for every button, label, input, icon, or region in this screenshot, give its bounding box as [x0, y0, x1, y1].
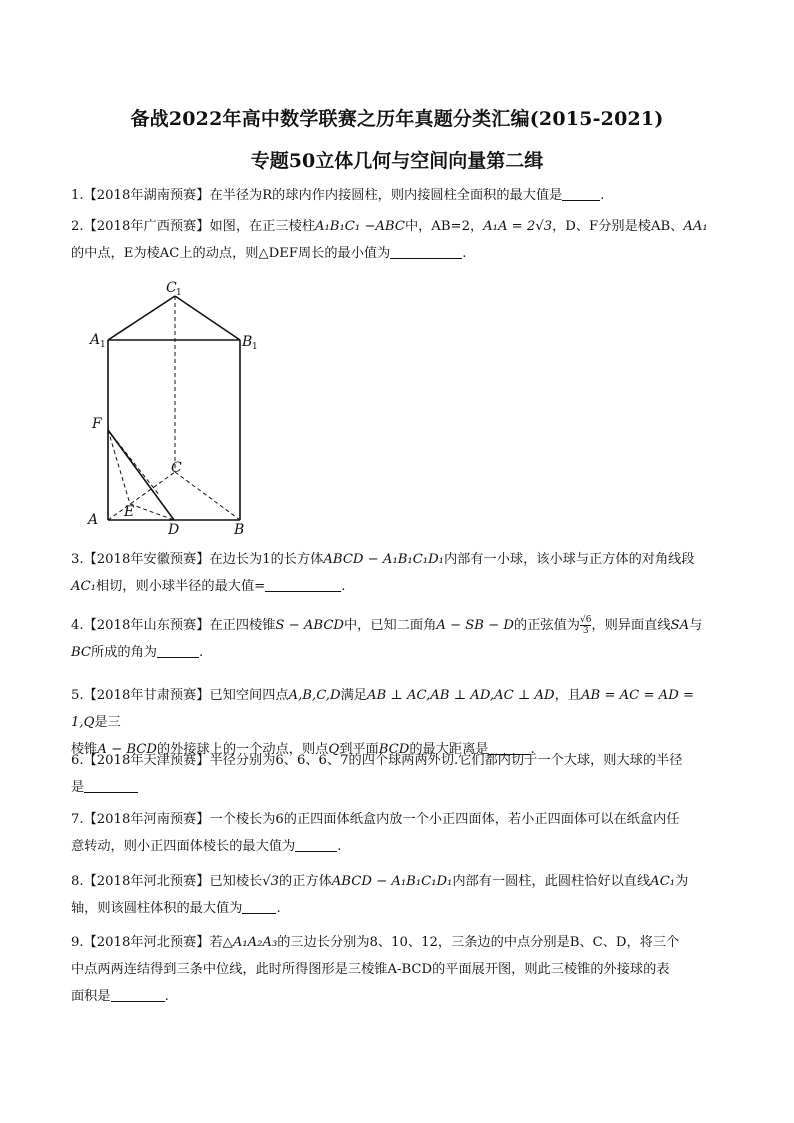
math-expression: ABCD − A₁B₁C₁D₁: [323, 552, 444, 567]
math-expression: AC₁: [650, 874, 676, 889]
question-source: 【2018年安徽预赛】: [83, 552, 210, 567]
question-6: 6.【2018年天津预赛】半径分别为6、6、6、7的四个球两两外切.它们都内切于一个大球，则大球的半径 是: [71, 753, 683, 795]
label-c: C: [171, 460, 182, 476]
math-expression: S − ABCD: [275, 618, 344, 633]
answer-blank[interactable]: [390, 244, 462, 259]
math-expression: BCD: [378, 742, 410, 757]
question-number: 5.: [71, 688, 84, 703]
edge-c-b: [175, 472, 240, 520]
answer-blank[interactable]: [111, 987, 165, 1002]
question-5: 5.【2018年甘肃预赛】已知空间四点A,B,C,D满足AB ⊥ AC,AB ⊥ AD,AC ⊥ AD，且AB = AC = AD = 1,Q是三 棱锥A − BCD的外接球上的一个动点，则点Q到平面BCD的最大距离是 .: [71, 688, 695, 757]
prism-diagram: [80, 276, 270, 538]
answer-blank[interactable]: [242, 899, 276, 914]
math-expression: A₁B₁C₁ −ABC: [314, 219, 405, 234]
question-source: 【2018年河北预赛】: [83, 874, 210, 889]
question-7: 7.【2018年河南预赛】一个棱长为6的正四面体纸盒内放一个小正四面体，若小正四面体可以在纸盒内任 意转动，则小正四面体棱长的最大值为 .: [71, 812, 680, 854]
question-number: 1.: [71, 188, 84, 203]
label-b: B: [234, 522, 245, 538]
question-source: 【2018年甘肃预赛】: [83, 688, 210, 703]
document-subtitle: 专题50立体几何与空间向量第二缉: [250, 150, 544, 172]
question-8: 8.【2018年河北预赛】已知棱长√3的正方体ABCD − A₁B₁C₁D₁内部有一圆柱，此圆柱恰好以直线AC₁为 轴，则该圆柱体积的最大值为 .: [71, 874, 689, 916]
segment-f-d: [108, 430, 174, 520]
question-number: 2.: [71, 219, 84, 234]
prism-figure: [80, 276, 270, 538]
label-d: D: [168, 522, 180, 538]
question-source: 【2018年河南预赛】: [83, 812, 210, 827]
label-e: E: [124, 504, 135, 520]
math-expression: AC₁: [71, 579, 96, 594]
edge-a-c: [108, 472, 175, 520]
math-expression: SA: [670, 618, 690, 633]
label-a1: A: [90, 332, 101, 348]
answer-blank[interactable]: [295, 837, 337, 852]
segment-f-e: [108, 430, 130, 504]
question-number: 3.: [71, 552, 84, 567]
question-9: 9.【2018年河北预赛】若△A₁A₂A₃的三边长分别为8、10、12，三条边的中点分别是B、C、D，将三个 中点两两连结得到三条中位线，此时所得图形是三棱锥A-BCD的平面展开图，则此三棱锥的外接球的表 面积是 .: [71, 935, 680, 1004]
math-expression: Q: [328, 742, 340, 757]
question-1: 1.【2018年湖南预赛】在半径为R的球内作内接圆柱，则内接圆柱全面积的最大值是 .: [71, 188, 605, 203]
math-expression: BC: [71, 645, 92, 660]
question-source: 【2018年广西预赛】: [83, 219, 210, 234]
question-source: 【2018年山东预赛】: [83, 618, 210, 633]
answer-blank[interactable]: [265, 577, 341, 592]
question-4: 4.【2018年山东预赛】在正四棱锥S − ABCD中，已知二面角A − SB − D的正弦值为 $\frac{√6}{3}$ ，则异面直线SA与 BC所成的角为 .: [71, 615, 703, 660]
svg-text:1: 1: [176, 288, 182, 298]
label-c1: C: [166, 280, 177, 296]
answer-blank[interactable]: [84, 778, 138, 793]
answer-blank[interactable]: [157, 643, 199, 658]
math-expression: A,B,C,D: [288, 688, 341, 703]
math-expression: √3: [262, 874, 280, 889]
label-a: A: [88, 512, 99, 528]
svg-text:1: 1: [100, 340, 106, 350]
question-2: 2.【2018年广西预赛】如图，在正三棱柱A₁B₁C₁ −ABC中，AB=2，A₁A = 2√3，D、F分别是棱AB、AA₁ 的中点，E为棱AC上的动点，则△DEF周长的最小值为 .: [71, 219, 708, 261]
answer-blank[interactable]: [562, 186, 600, 201]
question-number: 4.: [71, 618, 84, 633]
question-text: 在半径为R的球内作内接圆柱，则内接圆柱全面积的最大值是: [209, 188, 563, 203]
question-source: 【2018年天津预赛】: [83, 753, 210, 768]
question-number: 8.: [71, 874, 84, 889]
math-expression: A − BCD: [97, 742, 157, 757]
math-expression: A₁A = 2√3: [483, 219, 553, 234]
math-expression: A₁A₂A₃: [232, 935, 278, 950]
document-title: 备战2022年高中数学联赛之历年真题分类汇编(2015-2021): [130, 108, 664, 130]
question-number: 6.: [71, 753, 84, 768]
math-expression: A − SB − D: [436, 618, 515, 633]
edge-a1-c1: [108, 296, 175, 340]
edge-c1-b1: [175, 296, 240, 340]
fraction: $\frac{√6}{3}$: [579, 615, 592, 636]
question-number: 9.: [71, 935, 84, 950]
question-3: 3.【2018年安徽预赛】在边长为1的长方体ABCD − A₁B₁C₁D₁内部有一小球，该小球与正方体的对角线段 AC₁相切，则小球半径的最大值= .: [71, 552, 695, 594]
question-source: 【2018年湖南预赛】: [83, 188, 210, 203]
math-expression: ABCD − A₁B₁C₁D₁: [331, 874, 453, 889]
question-number: 7.: [71, 812, 84, 827]
svg-text:1: 1: [252, 342, 258, 352]
math-expression: AB = AC = AD = 1,Q: [71, 688, 695, 730]
math-expression: AA₁: [683, 219, 708, 234]
label-b1: B: [242, 334, 253, 350]
label-f: F: [92, 416, 102, 432]
math-expression: AB ⊥ AC,AB ⊥ AD,AC ⊥ AD: [366, 688, 555, 703]
question-source: 【2018年河北预赛】: [83, 935, 210, 950]
